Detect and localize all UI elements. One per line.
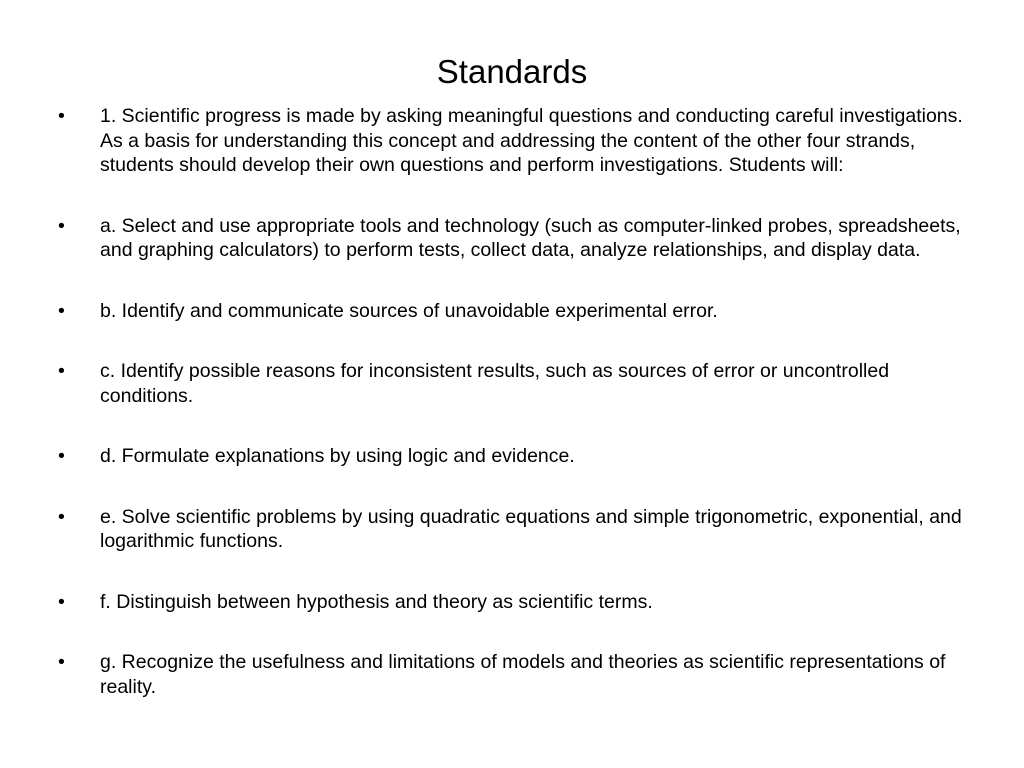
bullet-icon: • xyxy=(58,214,65,237)
bullet-icon: • xyxy=(58,299,65,322)
bullet-item-b xyxy=(58,299,978,324)
bullet-icon: • xyxy=(58,445,65,467)
bullet-icon: • xyxy=(58,505,65,528)
bullet-text: b. Identify and communicate sources of unavoidable experimental error. xyxy=(100,299,718,322)
bullet-text: g. Recognize the usefulness and limitations of models and theories as scientific representations of reality. xyxy=(100,651,946,698)
bullet-item-1 xyxy=(58,104,978,178)
bullet-text: e. Solve scientific problems by using quadratic equations and simple trigonometric, exponential, and logarithmic functions. xyxy=(100,505,962,552)
bullet-list xyxy=(58,104,978,699)
bullet-item-c xyxy=(58,359,978,408)
bullet-icon: • xyxy=(58,360,65,382)
bullet-icon: • xyxy=(58,590,65,613)
bullet-text: a. Select and use appropriate tools and technology (such as computer-linked probes, spreadsheets, and graphing calculators) to perform tests, collect data, analyze relationships, and display data. xyxy=(100,214,961,261)
bullet-text: c. Identify possible reasons for inconsistent results, such as sources of error or uncontrolled conditions. xyxy=(100,360,890,407)
bullet-icon: • xyxy=(58,105,65,127)
bullet-text: d. Formulate explanations by using logic and evidence. xyxy=(100,445,575,467)
bullet-text: f. Distinguish between hypothesis and theory as scientific terms. xyxy=(100,590,653,613)
bullet-item-d xyxy=(58,444,978,469)
bullet-text: 1. Scientific progress is made by asking meaningful questions and conducting careful investigations. As a basis for understanding this concept and addressing the content of the other four strands, students should develop their own questions and perform investigations. Students will: xyxy=(100,105,963,176)
bullet-item-g xyxy=(58,650,978,699)
bullet-icon: • xyxy=(58,651,65,673)
bullet-item-a xyxy=(58,214,978,263)
slide-title: Standards xyxy=(436,53,588,90)
bullet-item-f xyxy=(58,590,978,615)
bullet-item-e xyxy=(58,505,978,554)
